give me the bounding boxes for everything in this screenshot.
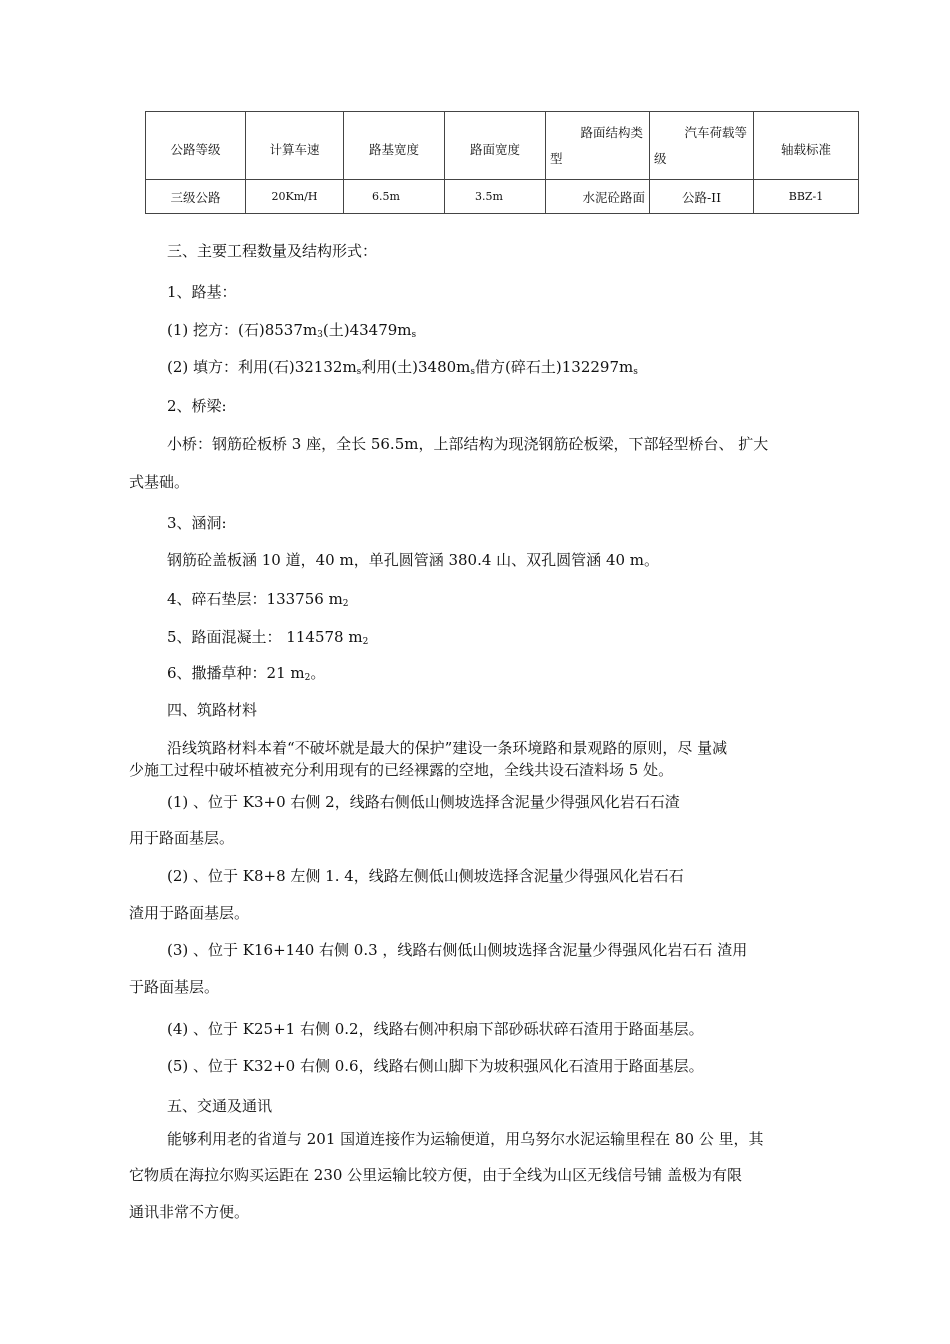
header-vehicle-load: 汽车荷载等 级 bbox=[650, 112, 754, 180]
cell-pavement-structure: 水泥砼路面 bbox=[546, 180, 650, 214]
header-subgrade-width: 路基宽度 bbox=[344, 112, 445, 180]
culvert-paragraph: 钢筋砼盖板涵 10 道，40 m，单孔圆管涵 380.4 山、双孔圆管涵 40 m。 bbox=[167, 551, 660, 569]
section-5-heading: 五、交通及通讯 bbox=[167, 1097, 273, 1115]
quarry-item-2-line-2: 渣用于路面基层。 bbox=[129, 904, 250, 922]
section-3-3-heading: 3、涵洞: bbox=[167, 514, 227, 532]
quarry-item-1-line-1: (1) 、位于 K3+0 右侧 2，线路右侧低山侧坡选择含泥量少得强风化岩石石渣 bbox=[167, 793, 680, 811]
cell-subgrade-width: 6.5m bbox=[344, 180, 445, 214]
table-row bbox=[146, 180, 859, 214]
header-design-speed: 计算车速 bbox=[246, 112, 344, 180]
road-spec-table bbox=[145, 111, 859, 214]
header-axle-load: 轴载标准 bbox=[754, 112, 859, 180]
header-road-grade: 公路等级 bbox=[146, 112, 246, 180]
traffic-paragraph-line-3: 通讯非常不方便。 bbox=[129, 1203, 250, 1221]
pavement-concrete-line: 5、路面混凝土： 114578 $m_2$ bbox=[167, 628, 369, 647]
quarry-item-3-line-1: (3) 、位于 K16+140 右侧 0.3 ，线路右侧低山侧坡选择含泥量少得强风化岩石石 渣用 bbox=[167, 941, 748, 959]
section-3-heading: 三、主要工程数量及结构形式： bbox=[167, 242, 378, 260]
fill-line: (2) 填方：利用(石)$32132m_s$利用(土)$3480m_s$借方(碎石土)$132297m_s$ bbox=[167, 358, 638, 377]
materials-paragraph-line-1: 沿线筑路材料本着“不破坏就是最大的保护”建设一条环境路和景观路的原则，尽 量减 bbox=[167, 739, 728, 757]
traffic-paragraph-line-2: 它物质在海拉尔购买运距在 230 公里运输比较方便，由于全线为山区无线信号铺 盖极为有限 bbox=[129, 1166, 742, 1184]
header-pavement-width: 路面宽度 bbox=[445, 112, 546, 180]
quarry-item-3-line-2: 于路面基层。 bbox=[129, 978, 220, 996]
bridge-paragraph-line-2: 式基础。 bbox=[129, 473, 190, 491]
cell-pavement-width: 3.5m bbox=[445, 180, 546, 214]
quarry-item-5: (5) 、位于 K32+0 右侧 0.6，线路右侧山脚下为坡积强风化石渣用于路面基层。 bbox=[167, 1057, 704, 1075]
table-header-row bbox=[146, 112, 859, 180]
excavation-line: (1) 挖方：(石)$8537m_3$(土)$43479m_s$ bbox=[167, 321, 417, 340]
grass-seeding-line: 6、撒播草种：21 $m_2$。 bbox=[167, 664, 326, 683]
cell-vehicle-load: 公路-II bbox=[650, 180, 754, 214]
traffic-paragraph-line-1: 能够利用老的省道与 201 国道连接作为运输便道，用乌努尔水泥运输里程在 80 公 里，其 bbox=[167, 1130, 764, 1148]
gravel-cushion-line: 4、碎石垫层：133756 $m_2$ bbox=[167, 590, 349, 609]
cell-road-grade: 三级公路 bbox=[146, 180, 246, 214]
quarry-item-1-line-2: 用于路面基层。 bbox=[129, 829, 235, 847]
cell-axle-load: BBZ-1 bbox=[754, 180, 859, 214]
section-3-1-heading: 1、路基： bbox=[167, 283, 237, 301]
cell-design-speed: 20Km/H bbox=[246, 180, 344, 214]
section-4-heading: 四、筑路材料 bbox=[167, 701, 258, 719]
section-3-2-heading: 2、桥梁: bbox=[167, 397, 227, 415]
bridge-paragraph-line-1: 小桥：钢筋砼板桥 3 座，全长 56.5m，上部结构为现浇钢筋砼板梁，下部轻型桥台、 扩大 bbox=[167, 435, 769, 453]
quarry-item-2-line-1: (2) 、位于 K8+8 左侧 1. 4，线路左侧低山侧坡选择含泥量少得强风化岩石石 bbox=[167, 867, 684, 885]
materials-paragraph-line-2: 少施工过程中破坏植被充分利用现有的已经裸露的空地，全线共设石渣料场 5 处。 bbox=[129, 761, 674, 779]
quarry-item-4: (4) 、位于 K25+1 右侧 0.2，线路右侧冲积扇下部砂砾状碎石渣用于路面基层。 bbox=[167, 1020, 704, 1038]
header-pavement-structure: 路面结构类 型 bbox=[546, 112, 650, 180]
